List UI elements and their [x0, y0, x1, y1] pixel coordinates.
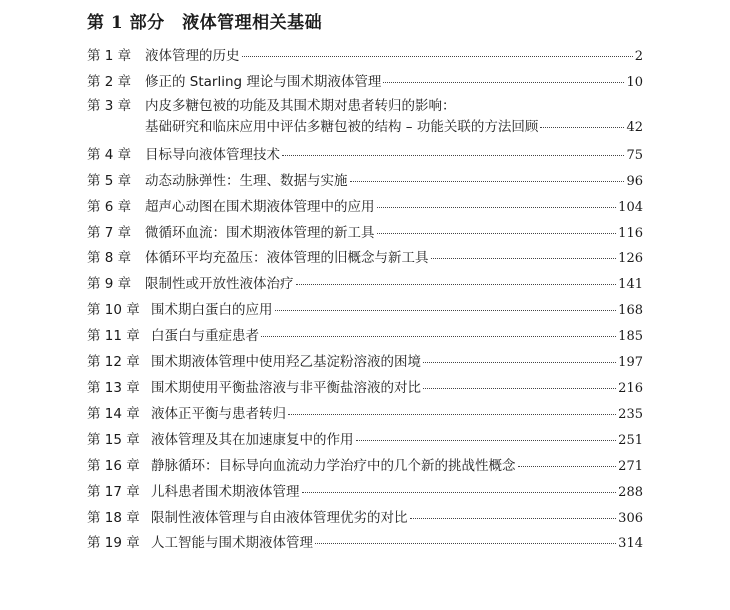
page-number: 104 [618, 199, 643, 215]
dot-leader [282, 155, 624, 156]
chapter-title: 液体管理的历史 [145, 48, 240, 64]
page-number: 116 [618, 225, 643, 241]
toc-entry[interactable] [87, 44, 643, 70]
page-number: 96 [626, 173, 643, 189]
chapter-number: 第 2 章 [87, 73, 132, 90]
dot-leader [383, 82, 624, 83]
toc-entry[interactable] [87, 298, 643, 324]
page-number: 251 [618, 432, 643, 448]
toc-entry[interactable] [87, 221, 643, 247]
chapter-title: 液体正平衡与患者转归 [151, 405, 286, 422]
toc-entry[interactable] [87, 70, 643, 96]
chapter-title: 围术期使用平衡盐溶液与非平衡盐溶液的对比 [151, 379, 421, 396]
dot-leader [296, 284, 617, 285]
dot-leader [431, 258, 617, 259]
dot-leader [302, 492, 617, 493]
toc-entry[interactable] [87, 480, 643, 506]
page-number: 271 [618, 458, 643, 474]
page-number: 314 [618, 536, 643, 552]
chapter-number: 第 13 章 [87, 379, 140, 396]
chapter-title: 围术期白蛋白的应用 [151, 302, 273, 319]
dot-leader [423, 362, 616, 363]
page-number: 141 [618, 277, 643, 293]
dot-leader [377, 207, 617, 208]
chapter-number: 第 17 章 [87, 483, 140, 500]
toc-entry[interactable] [87, 506, 643, 532]
page-number: 2 [634, 49, 643, 64]
dot-leader [350, 181, 625, 182]
chapter-number: 第 16 章 [87, 457, 140, 474]
chapter-number: 第 11 章 [87, 328, 140, 345]
chapter-title: 微循环血流：围术期液体管理的新工具 [145, 224, 375, 241]
chapter-number: 第 3 章 [87, 97, 132, 114]
chapter-number: 第 14 章 [87, 405, 140, 422]
chapter-number: 第 1 章 [87, 48, 132, 64]
dot-leader [275, 310, 617, 311]
dot-leader [242, 56, 633, 57]
chapter-number: 第 10 章 [87, 302, 140, 319]
toc-entry[interactable] [87, 402, 643, 428]
dot-leader [356, 440, 617, 441]
toc-entry[interactable] [87, 324, 643, 350]
page-number: 42 [626, 119, 643, 135]
chapter-number: 第 12 章 [87, 354, 140, 371]
toc-entry[interactable] [87, 246, 643, 272]
toc-entry[interactable] [87, 272, 643, 298]
toc-entry[interactable] [87, 143, 643, 169]
page-number: 168 [618, 303, 643, 319]
toc-entry[interactable] [87, 454, 643, 480]
dot-leader [377, 233, 617, 234]
chapter-title: 限制性液体管理与自由液体管理优劣的对比 [151, 509, 408, 526]
chapter-number: 第 18 章 [87, 509, 140, 526]
page-number: 235 [618, 406, 643, 422]
page-number: 197 [618, 355, 643, 371]
chapter-title: 围术期液体管理中使用羟乙基淀粉溶液的困境 [151, 354, 421, 371]
dot-leader [288, 414, 616, 415]
chapter-title: 内皮多糖包被的功能及其围术期对患者转归的影响： [145, 97, 456, 114]
chapter-number: 第 15 章 [87, 431, 140, 448]
page-number: 216 [618, 380, 643, 396]
dot-leader [518, 466, 617, 467]
chapter-number: 第 5 章 [87, 172, 132, 189]
chapter-title: 液体管理及其在加速康复中的作用 [151, 431, 354, 448]
chapter-number: 第 8 章 [87, 250, 132, 267]
dot-leader [423, 388, 616, 389]
toc-entry[interactable] [87, 428, 643, 454]
toc-entry[interactable] [87, 376, 643, 402]
toc-entry-continuation[interactable] [87, 116, 643, 139]
toc-entry[interactable] [87, 195, 643, 221]
dot-leader [410, 518, 617, 519]
part-title: 第 1 部分 液体管理相关基础 [87, 13, 323, 33]
toc-entry[interactable] [87, 96, 643, 116]
page-number: 126 [618, 251, 643, 267]
chapter-title: 儿科患者围术期液体管理 [151, 483, 300, 500]
chapter-title: 超声心动图在围术期液体管理中的应用 [145, 198, 375, 215]
chapter-title: 体循环平均充盈压：液体管理的旧概念与新工具 [145, 250, 429, 267]
chapter-title: 静脉循环：目标导向血流动力学治疗中的几个新的挑战性概念 [151, 457, 516, 474]
chapter-number: 第 4 章 [87, 146, 132, 163]
chapter-title-continued: 基础研究和临床应用中评估多糖包被的结构 – 功能关联的方法回顾 [145, 118, 539, 135]
chapter-title: 限制性或开放性液体治疗 [145, 276, 294, 293]
chapter-title: 白蛋白与重症患者 [151, 328, 259, 345]
chapter-title: 修正的 Starling 理论与围术期液体管理 [145, 73, 382, 90]
chapter-title: 目标导向液体管理技术 [145, 146, 280, 163]
page-number: 306 [618, 510, 643, 526]
page-number: 185 [618, 329, 643, 345]
dot-leader [261, 336, 616, 337]
dot-leader [540, 127, 624, 128]
toc-entry[interactable] [87, 169, 643, 195]
chapter-title: 人工智能与围术期液体管理 [151, 535, 313, 552]
page-number: 10 [626, 74, 643, 90]
chapter-number: 第 6 章 [87, 198, 132, 215]
chapter-number: 第 7 章 [87, 224, 132, 241]
toc-entry[interactable] [87, 531, 643, 557]
toc-entry[interactable] [87, 350, 643, 376]
chapter-title: 动态动脉弹性：生理、数据与实施 [145, 172, 348, 189]
page-number: 288 [618, 484, 643, 500]
chapter-number: 第 19 章 [87, 535, 140, 552]
page-number: 75 [626, 147, 643, 163]
chapter-number: 第 9 章 [87, 276, 132, 293]
table-of-contents [87, 44, 643, 557]
dot-leader [315, 543, 616, 544]
